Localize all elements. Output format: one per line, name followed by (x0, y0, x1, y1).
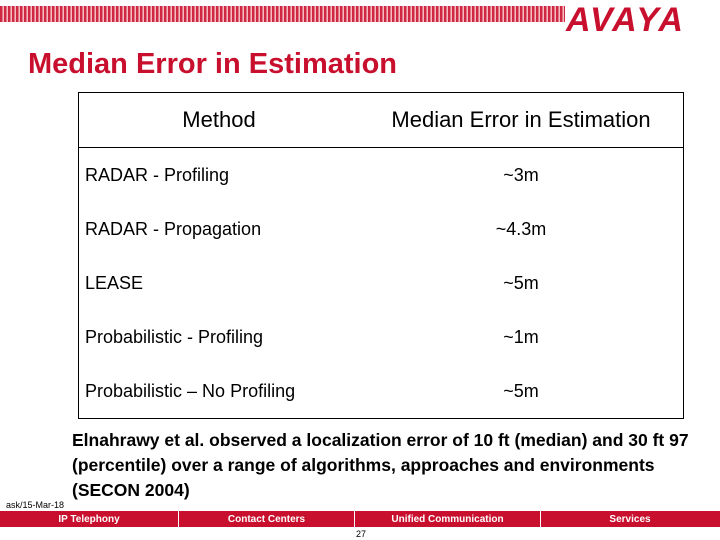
bottom-item-unified-communication: Unified Communication (391, 513, 504, 525)
header-median-error: Median Error in Estimation (359, 93, 684, 148)
table-row (79, 364, 684, 419)
table-row (79, 202, 684, 256)
bottom-item-ip-telephony: IP Telephony (58, 513, 120, 525)
error-cell: ~4.3m (359, 202, 684, 256)
error-cell: ~5m (359, 256, 684, 310)
page-number: 27 (356, 529, 367, 539)
header-method: Method (79, 93, 360, 148)
error-cell: ~3m (359, 148, 684, 203)
citation-note: Elnahrawy et al. observed a localization error of 10 ft (median) and 30 ft 97 (percentile) over a range of algorithms, approaches and environments (SECON 2004) (72, 430, 689, 500)
error-cell: ~5m (359, 364, 684, 419)
logo-text: AVAYA (566, 0, 685, 39)
method-cell: RADAR - Profiling (79, 148, 360, 203)
table-row (79, 148, 684, 203)
method-cell: LEASE (79, 256, 360, 310)
method-cell: Probabilistic - Profiling (79, 310, 360, 364)
top-decorative-band (0, 6, 565, 22)
table-row (79, 310, 684, 364)
table-header-row (79, 93, 684, 148)
bottom-item-services: Services (609, 513, 651, 525)
footer-date-label: ask/15-Mar-18 (6, 500, 65, 510)
method-cell: Probabilistic – No Profiling (79, 364, 360, 419)
slide-title: Median Error in Estimation (28, 48, 397, 80)
method-cell: RADAR - Propagation (79, 202, 360, 256)
bottom-item-contact-centers: Contact Centers (227, 513, 306, 525)
error-cell: ~1m (359, 310, 684, 364)
avaya-logo (566, 0, 716, 40)
table-row (79, 256, 684, 310)
bottom-nav-bar (0, 511, 720, 527)
results-table (78, 92, 684, 419)
